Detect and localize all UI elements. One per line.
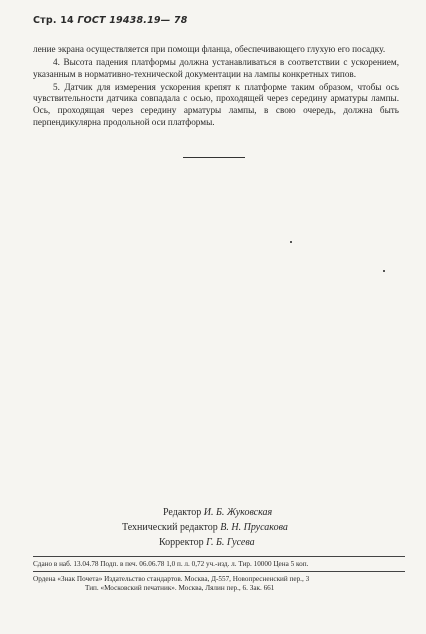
body-text (33, 44, 399, 130)
corrector-line (159, 536, 255, 551)
tech-editor-role: Технический редактор (122, 522, 218, 533)
editor-line (163, 506, 272, 521)
imprint-middle-rule (33, 571, 405, 572)
imprint-line-3: Тип. «Московский печатник». Москва, Лялин пер., 6. Зак. 661 (85, 584, 275, 592)
paragraph-continuation: ление экрана осуществляется при помощи фланца, обеспечивающего глухую его посадку. (33, 44, 386, 54)
corrector-role: Корректор (159, 537, 204, 548)
paragraph-item-5: 5. Датчик для измерения ускорения крепят к платформе таким образом, чтобы ось чувствительности датчика совпадала с осью, проходящей через середину арматуры лампы. Ось, проходящая через середину арматуры лампы, в свою очередь, должна быть перпендикулярна продольной оси платформы. (33, 81, 399, 127)
tech-editor-name: В. Н. Прусакова (220, 522, 288, 533)
imprint-line-2: Ордена «Знак Почета» Издательство стандартов. Москва, Д-557, Новопресненский пер., 3 (33, 575, 310, 583)
editor-name: И. Б. Жуковская (203, 507, 273, 518)
page-number: Стр. 14 (33, 15, 74, 26)
editor-role: Редактор (163, 507, 202, 518)
page-header (33, 15, 188, 26)
tech-editor-line (122, 521, 288, 536)
imprint-line-1: Сдано в наб. 13.04.78 Подп. в печ. 06.06.78 1,0 п. л. 0,72 уч.-изд. л. Тир. 10000 Цена 5 коп. (33, 560, 309, 568)
standard-number: ГОСТ 19438.19— 78 (77, 15, 188, 26)
paragraph-item-4: 4. Высота падения платформы должна устанавливаться в соответствии с ускорением, указанным в нормативно-технической документации на лампы конкретных типов. (33, 57, 399, 79)
scan-speck (383, 270, 385, 272)
imprint-top-rule (33, 556, 405, 557)
section-divider (183, 157, 245, 158)
corrector-name: Г. Б. Гусева (206, 537, 255, 548)
scan-speck (290, 241, 292, 243)
